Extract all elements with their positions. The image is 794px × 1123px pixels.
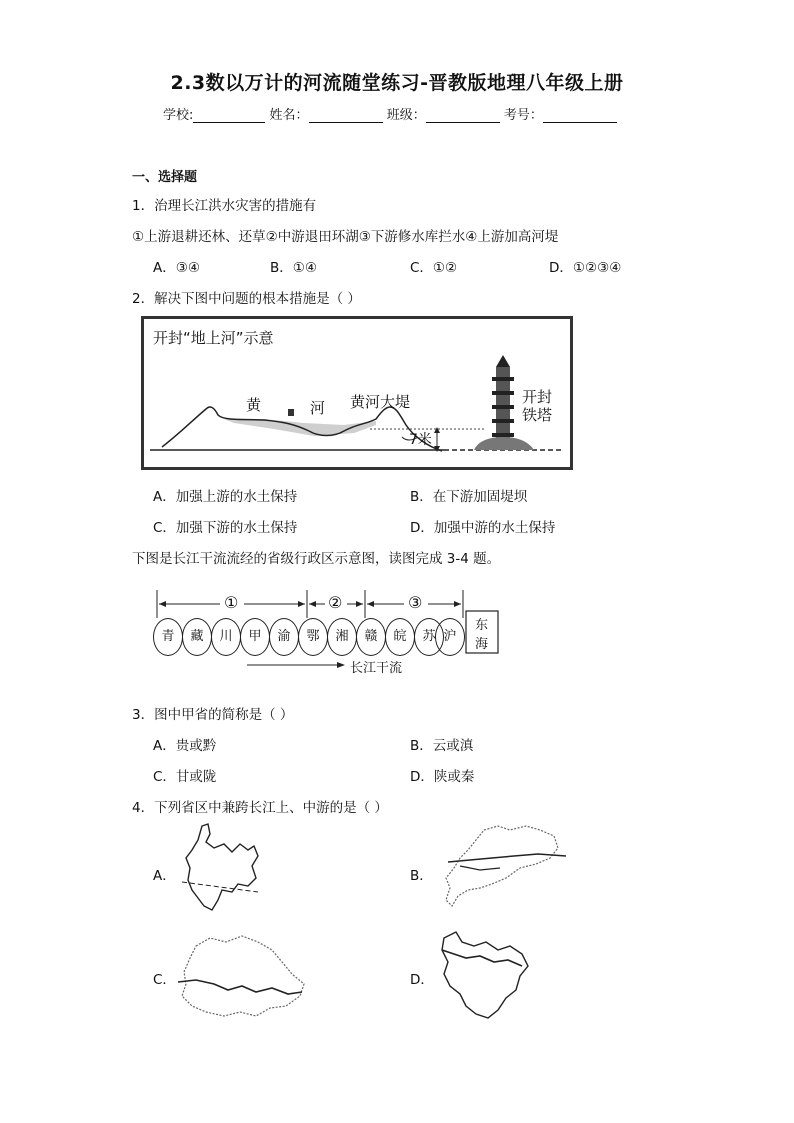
q2-option-d[interactable]: D．加强中游的水土保持: [410, 520, 556, 536]
q1-option-c[interactable]: C．①②: [410, 260, 458, 276]
label-tower-2: 铁塔: [522, 406, 553, 424]
kaifeng-river-figure: [141, 316, 573, 470]
name-blank[interactable]: [309, 108, 383, 123]
q3-option-a[interactable]: A．贵或黔: [153, 738, 217, 754]
q1-option-d[interactable]: D．①②③④: [549, 260, 622, 276]
label-height: 7米: [409, 432, 432, 448]
school-label: 学校:: [163, 108, 194, 123]
province-gan: 赣: [356, 618, 386, 656]
sea-label-1: 东: [475, 618, 489, 633]
label-huang: 黄: [246, 396, 262, 414]
segment-2-label: ②: [328, 593, 343, 612]
province-jia: 甲: [240, 618, 270, 656]
q2-option-a[interactable]: A．加强上游的水土保持: [153, 489, 298, 505]
q2-stem: 2．解决下图中问题的根本措施是（ ）: [132, 291, 361, 307]
sea-label-2: 海: [475, 637, 489, 652]
label-he: 河: [310, 399, 326, 417]
province-hu: 沪: [435, 618, 465, 656]
class-label: 班级：: [386, 108, 426, 123]
q3-option-d[interactable]: D．陕或秦: [410, 769, 475, 785]
province-outline-b: [440, 822, 570, 917]
class-blank[interactable]: [426, 108, 500, 123]
q2-option-b[interactable]: B．在下游加固堤坝: [410, 489, 528, 505]
province-outline-d: [436, 928, 536, 1023]
name-label: 姓名：: [269, 108, 309, 123]
province-su: 苏: [414, 618, 444, 656]
flow-label: 长江干流: [350, 661, 403, 676]
section-heading: 一、选择题: [132, 170, 198, 185]
student-info-line: [163, 104, 617, 123]
page-title: 2.3数以万计的河流随堂练习-晋教版地理八年级上册: [170, 72, 624, 94]
province-outline-a: [178, 822, 278, 917]
q2-option-c[interactable]: C．加强下游的水土保持: [153, 520, 298, 536]
q4-stem: 4．下列省区中兼跨长江上、中游的是（ ）: [132, 800, 388, 816]
q3-stem: 3．图中甲省的简称是（ ）: [132, 707, 294, 723]
segment-1-label: ①: [224, 593, 239, 612]
q34-intro: 下图是长江干流流经的省级行政区示意图，读图完成 3-4 题。: [132, 551, 501, 567]
q1-statement: ①上游退耕还林、还草②中游退田环湖③下游修水库拦水④上游加高河堤: [132, 229, 559, 245]
exam-label: 考号：: [503, 108, 543, 123]
label-dam: 黄河大堤: [350, 393, 411, 411]
q1-option-b[interactable]: B．①④: [270, 260, 317, 276]
q1-option-a[interactable]: A．③④: [153, 260, 200, 276]
province-xiang: 湘: [327, 618, 357, 656]
province-chuan: 川: [211, 618, 241, 656]
figure-caption: 开封“地上河”示意: [153, 329, 274, 347]
q4-option-c[interactable]: C．: [153, 972, 176, 988]
q4-option-b[interactable]: B．: [410, 868, 433, 884]
province-e: 鄂: [298, 618, 328, 656]
province-qing: 青: [153, 618, 183, 656]
q3-option-b[interactable]: B．云或滇: [410, 738, 474, 754]
q4-option-d[interactable]: D．: [410, 972, 434, 988]
province-wan: 皖: [385, 618, 415, 656]
q4-option-a[interactable]: A．: [153, 868, 176, 884]
province-outline-c: [176, 932, 316, 1022]
school-blank[interactable]: [193, 108, 265, 123]
label-tower-1: 开封: [522, 388, 553, 406]
province-zang: 藏: [182, 618, 212, 656]
q1-stem: 1．治理长江洪水灾害的措施有: [132, 198, 317, 214]
province-yu: 渝: [269, 618, 299, 656]
q3-option-c[interactable]: C．甘或陇: [153, 769, 217, 785]
exam-blank[interactable]: [543, 108, 617, 123]
segment-3-label: ③: [408, 593, 423, 612]
